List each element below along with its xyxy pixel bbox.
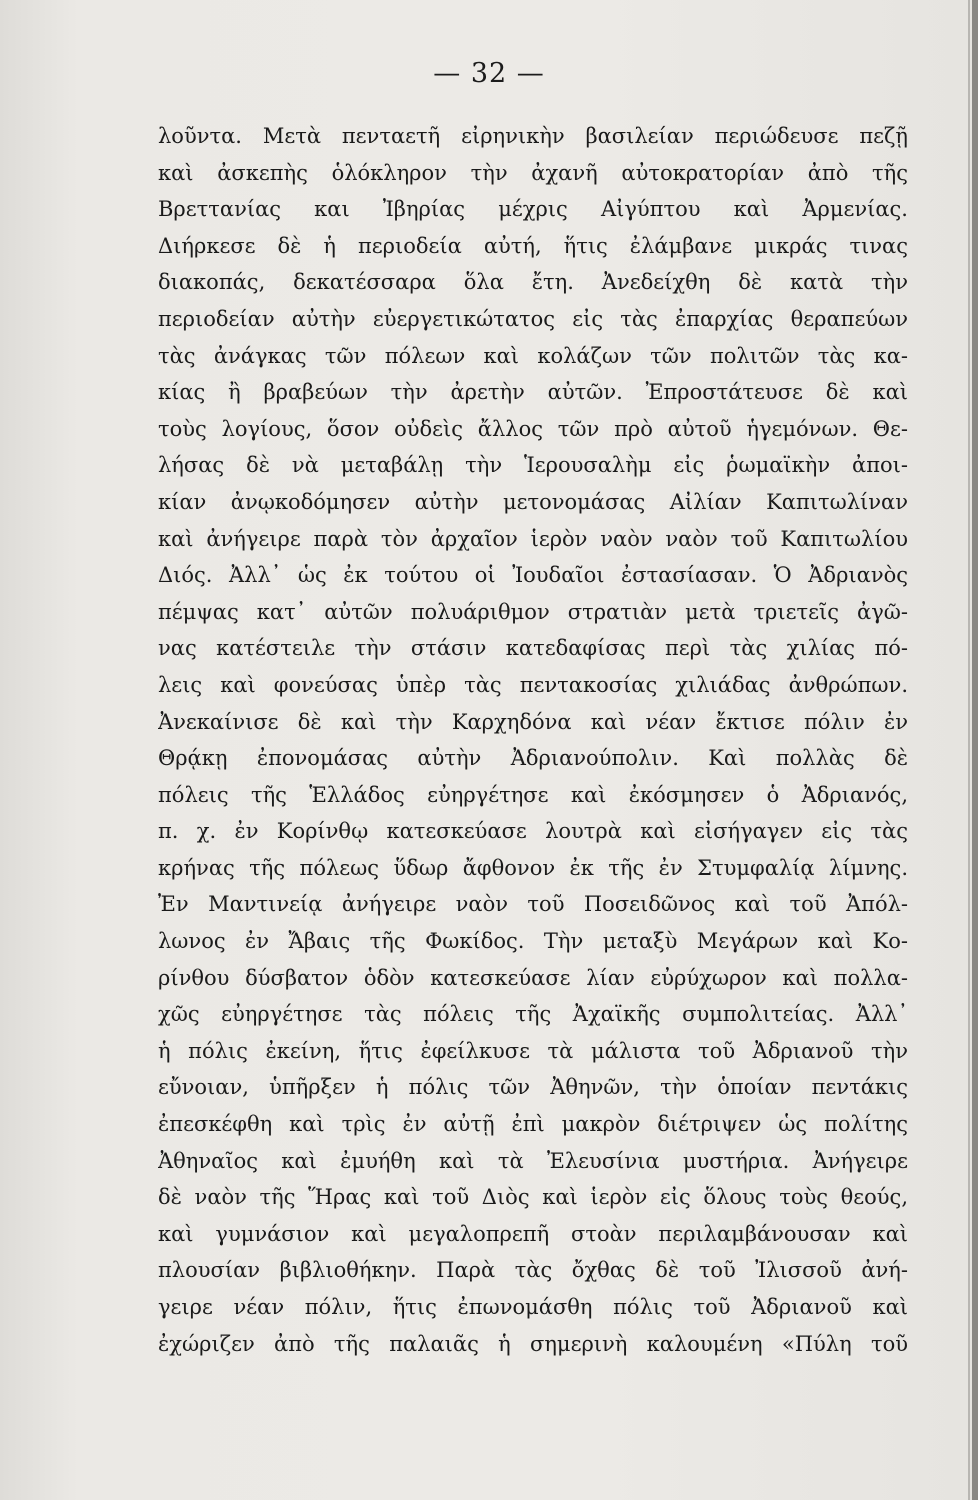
text-line: ἐπεσκέφθη καὶ τρὶς ἐν αὐτῇ ἐπὶ μακρὸν διέτριψεν ὡς πολίτης	[158, 1112, 908, 1137]
text-line: Διός. Ἀλλ᾽ ὡς ἐκ τούτου οἱ Ἰουδαῖοι ἐστασίασαν. Ὁ Ἀδριανὸς	[158, 563, 908, 588]
text-line: τοὺς λογίους, ὅσον οὐδεὶς ἄλλος τῶν πρὸ αὐτοῦ ἡγεμόνων. Θε-	[158, 416, 908, 441]
text-line: ἐχώριζεν ἀπὸ τῆς παλαιᾶς ἡ σημερινὴ καλουμένη «Πύλη τοῦ	[158, 1331, 908, 1356]
text-line: κίας ἢ βραβεύων τὴν ἀρετὴν αὐτῶν. Ἐπροστάτευσε δὲ καὶ	[158, 380, 908, 405]
text-line: Διήρκεσε δὲ ἡ περιοδεία αὐτή, ἥτις ἐλάμβανε μικράς τινας	[158, 233, 908, 258]
text-line: Βρεττανίας και Ἰβηρίας μέχρις Αἰγύπτου καὶ Ἀρμενίας.	[158, 197, 908, 222]
page-number: — 32 —	[433, 58, 545, 89]
text-line: γειρε νέαν πόλιν, ἥτις ἐπωνομάσθη πόλις τοῦ Ἀδριανοῦ καὶ	[158, 1295, 908, 1319]
text-line: λωνος ἐν Ἄβαις τῆς Φωκίδος. Τὴν μεταξὺ Μεγάρων καὶ Κο-	[158, 929, 908, 954]
text-line: πόλεις τῆς Ἑλλάδος εὐηργέτησε καὶ ἐκόσμησεν ὁ Ἀδριανός,	[158, 782, 908, 807]
page-edge-shadow	[968, 0, 970, 1500]
text-line: χῶς εὐηργέτησε τὰς πόλεις τῆς Ἀχαϊκῆς συμπολιτείας. Ἀλλ᾽	[158, 1002, 908, 1027]
text-line: κρήνας τῆς πόλεως ὕδωρ ἄφθονον ἐκ τῆς ἐν Στυμφαλίᾳ λίμνης.	[158, 855, 908, 880]
text-line: κίαν ἀνῳκοδόμησεν αὐτὴν μετονομάσας Αἰλίαν Καπιτωλίναν	[158, 489, 908, 514]
text-line: λοῦντα. Μετὰ πενταετῆ εἰρηνικὴν βασιλείαν περιώδευσε πεζῇ	[158, 124, 908, 148]
text-line: διακοπάς, δεκατέσσαρα ὅλα ἔτη. Ἀνεδείχθη δὲ κατὰ τὴν	[158, 270, 908, 295]
text-line: καὶ ἀνήγειρε παρὰ τὸν ἀρχαῖον ἱερὸν ναὸν ναὸν τοῦ Καπιτωλίου	[158, 526, 908, 551]
text-line: ρίνθου δύσβατον ὁδὸν κατεσκεύασε λίαν εὐρύχωρον καὶ πολλα-	[158, 965, 908, 990]
text-line: νας κατέστειλε τὴν στάσιν κατεδαφίσας περὶ τὰς χιλίας πό-	[158, 636, 908, 661]
page-edge	[972, 0, 978, 1500]
text-line: πλουσίαν βιβλιοθήκην. Παρὰ τὰς ὄχθας δὲ τοῦ Ἰλισσοῦ ἀνή-	[158, 1258, 908, 1283]
text-line: λεις καὶ φονεύσας ὑπὲρ τὰς πεντακοσίας χιλιάδας ἀνθρώπων.	[158, 672, 908, 697]
text-line: πέμψας κατ᾽ αὐτῶν πολυάριθμον στρατιὰν μετὰ τριετεῖς ἀγῶ-	[158, 599, 908, 624]
text-line: περιοδείαν αὐτὴν εὐεργετικώτατος εἰς τὰς ἐπαρχίας θεραπεύων	[158, 306, 908, 331]
text-line: καὶ γυμνάσιον καὶ μεγαλοπρεπῆ στοὰν περιλαμβάνουσαν καὶ	[158, 1221, 908, 1246]
text-line: ἡ πόλις ἐκείνη, ἥτις ἐφείλκυσε τὰ μάλιστα τοῦ Ἀδριανοῦ τὴν	[158, 1038, 908, 1063]
text-line: Ἀνεκαίνισε δὲ καὶ τὴν Καρχηδόνα καὶ νέαν ἔκτισε πόλιν ἐν	[158, 709, 908, 734]
text-line: Θρᾴκῃ ἐπονομάσας αὐτὴν Ἀδριανούπολιν. Καὶ πολλὰς δὲ	[158, 746, 908, 771]
text-line: εὔνοιαν, ὑπῆρξεν ἡ πόλις τῶν Ἀθηνῶν, τὴν ὁποίαν πεντάκις	[158, 1075, 908, 1100]
text-line: λήσας δὲ νὰ μεταβάλῃ τὴν Ἱερουσαλὴμ εἰς ῥωμαϊκὴν ἀποι-	[158, 453, 908, 478]
text-line: π. χ. ἐν Κορίνθῳ κατεσκεύασε λουτρὰ καὶ εἰσήγαγεν εἰς τὰς	[158, 819, 908, 844]
text-line: δὲ ναὸν τῆς Ἥρας καὶ τοῦ Διὸς καὶ ἱερὸν εἰς ὅλους τοὺς θεούς,	[158, 1185, 908, 1210]
text-line: τὰς ἀνάγκας τῶν πόλεων καὶ κολάζων τῶν πολιτῶν τὰς κα-	[158, 343, 908, 368]
body-text	[158, 118, 908, 1362]
text-line: Ἐν Μαντινείᾳ ἀνήγειρε ναὸν τοῦ Ποσειδῶνος καὶ τοῦ Ἀπόλ-	[158, 892, 908, 917]
text-line: Ἀθηναῖος καὶ ἐμυήθη καὶ τὰ Ἐλευσίνια μυστήρια. Ἀνήγειρε	[158, 1148, 908, 1173]
text-line: καὶ ἀσκεπὴς ὁλόκληρον τὴν ἀχανῆ αὐτοκρατορίαν ἀπὸ τῆς	[158, 160, 908, 185]
